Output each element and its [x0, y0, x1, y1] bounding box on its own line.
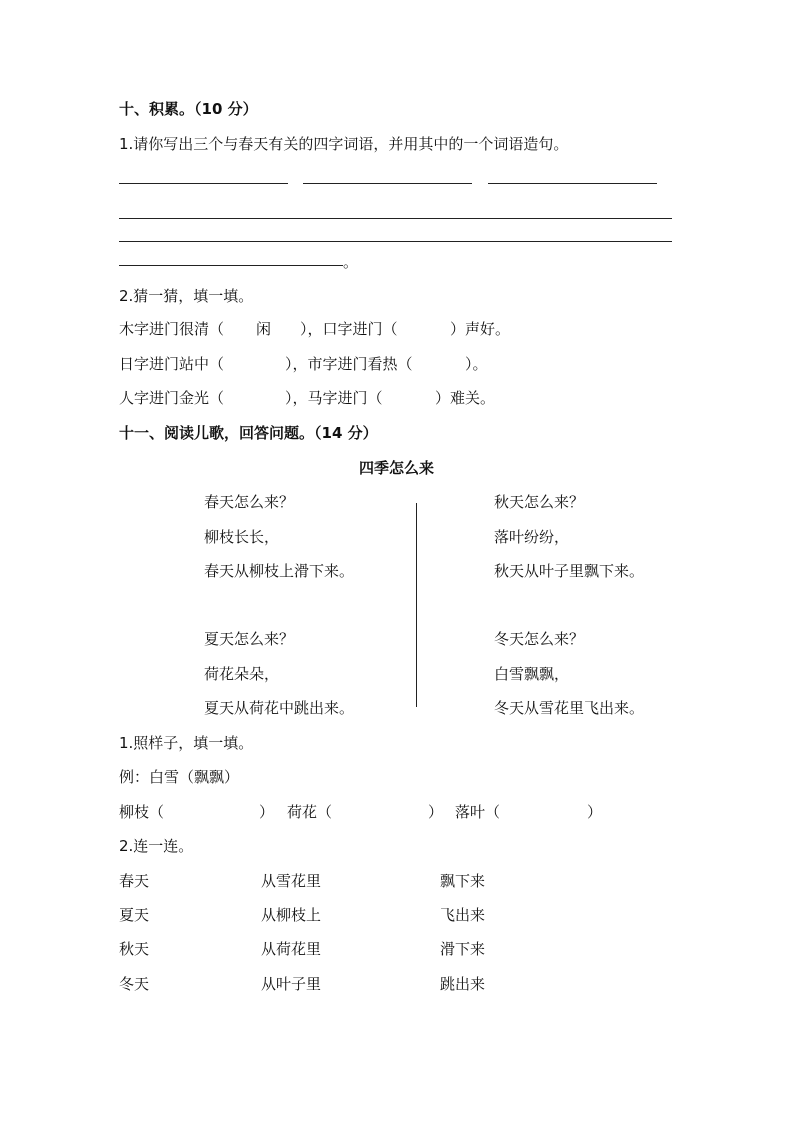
match-season[interactable]: 春天 — [119, 872, 150, 890]
section-11-heading: 十一、阅读儿歌，回答问题。（14 分） — [119, 424, 378, 442]
poem-autumn-line-1: 秋天怎么来？ — [494, 493, 585, 511]
poem-autumn-line-2: 落叶纷纷， — [494, 528, 570, 546]
poem-summer-line-2: 荷花朵朵， — [204, 665, 280, 683]
poem-summer-line-1: 夏天怎么来？ — [204, 630, 295, 648]
poem-autumn-line-3: 秋天从叶子里飘下来。 — [494, 562, 645, 580]
section-10-heading: 十、积累。（10 分） — [119, 100, 258, 118]
riddle-1-part-a: 木字进门很清（ — [119, 320, 225, 338]
riddle-3-part-a: 人字进门金光（ — [119, 389, 225, 407]
answer-line[interactable] — [488, 183, 657, 184]
poem-divider — [416, 503, 417, 707]
section-10-question-2: 2.猜一猜，填一填。 — [119, 287, 254, 305]
answer-line[interactable] — [303, 183, 472, 184]
sentence-line[interactable] — [119, 265, 343, 266]
match-season[interactable]: 秋天 — [119, 940, 150, 958]
poem-spring-line-2: 柳枝长长， — [204, 528, 280, 546]
poem-title: 四季怎么来 — [359, 459, 435, 477]
sentence-period: 。 — [343, 253, 359, 271]
sentence-line[interactable] — [119, 218, 672, 219]
poem-spring-line-1: 春天怎么来？ — [204, 493, 295, 511]
riddle-1-answer: 闲 — [256, 320, 272, 338]
match-action[interactable]: 飞出来 — [440, 906, 486, 924]
riddle-3-part-c: ）难关。 — [435, 389, 496, 407]
match-season[interactable]: 冬天 — [119, 975, 150, 993]
fill-item-willow-open: 柳枝（ — [119, 803, 165, 821]
poem-winter-line-1: 冬天怎么来？ — [494, 630, 585, 648]
section-11-question-1: 1.照样子，填一填。 — [119, 734, 254, 752]
match-action[interactable]: 跳出来 — [440, 975, 486, 993]
match-season[interactable]: 夏天 — [119, 906, 150, 924]
fill-item-lotus-close: ） — [428, 803, 444, 821]
match-source[interactable]: 从荷花里 — [261, 940, 322, 958]
fill-item-willow-close: ） — [259, 803, 275, 821]
match-source[interactable]: 从柳枝上 — [261, 906, 322, 924]
example-line: 例：白雪（飘飘） — [119, 768, 240, 786]
poem-winter-line-3: 冬天从雪花里飞出来。 — [494, 699, 645, 717]
match-source[interactable]: 从雪花里 — [261, 872, 322, 890]
poem-winter-line-2: 白雪飘飘， — [494, 665, 570, 683]
sentence-line[interactable] — [119, 241, 672, 242]
riddle-2-part-b: ），市字进门看热（ — [285, 355, 413, 373]
riddle-2-part-a: 日字进门站中（ — [119, 355, 225, 373]
section-11-question-2: 2.连一连。 — [119, 837, 194, 855]
riddle-3-part-b: ），马字进门（ — [285, 389, 383, 407]
poem-summer-line-3: 夏天从荷花中跳出来。 — [204, 699, 355, 717]
answer-line[interactable] — [119, 183, 288, 184]
match-source[interactable]: 从叶子里 — [261, 975, 322, 993]
fill-item-lotus-open: 荷花（ — [287, 803, 333, 821]
section-10-question-1: 1.请你写出三个与春天有关的四字词语，并用其中的一个词语造句。 — [119, 135, 569, 153]
fill-item-leaves-close: ） — [587, 803, 603, 821]
fill-item-leaves-open: 落叶（ — [455, 803, 501, 821]
riddle-2-part-c: ）。 — [465, 355, 488, 373]
poem-spring-line-3: 春天从柳枝上滑下来。 — [204, 562, 355, 580]
match-action[interactable]: 滑下来 — [440, 940, 486, 958]
riddle-1-part-c: ）声好。 — [450, 320, 511, 338]
match-action[interactable]: 飘下来 — [440, 872, 486, 890]
riddle-1-part-b: ），口字进门（ — [300, 320, 398, 338]
